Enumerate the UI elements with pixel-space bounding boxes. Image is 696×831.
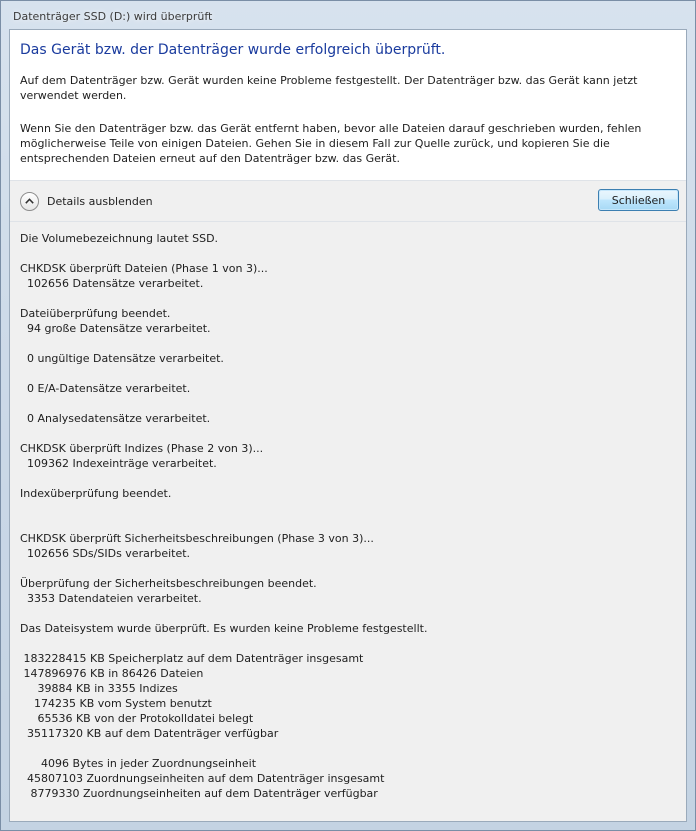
- chevron-up-icon[interactable]: [20, 192, 39, 211]
- controls-bar: [10, 181, 686, 221]
- chkdsk-log: Die Volumebezeichnung lautet SSD. CHKDSK überprüft Dateien (Phase 1 von 3)... 102656 Datensätze verarbeitet. Dateiüberprüfung beendet. 94 große Datensätze verarbeitet. 0 ungültige Datensätze verarbeitet. 0 E/A-Datensätze verarbeitet. 0 Analysedatensätze verarbeitet. CHKDSK überprüft Indizes (Phase 2 von 3)... 109362 Indexeinträge verarbeitet. Indexüberprüfung beendet. CHKDSK überprüft Sicherheitsbeschreibungen (Phase 3 von 3)... 102656 SDs/SIDs verarbeitet. Überprüfung der Sicherheitsbeschreibungen beendet. 3353 Datendateien verarbeitet. Das Dateisystem wurde überprüft. Es wurden keine Probleme festgestellt. 183228415 KB Speicherplatz auf dem Datenträger insgesamt 147896976 KB in 86426 Dateien 39884 KB in 3355 Indizes 174235 KB vom System benutzt 65536 KB von der Protokolldatei belegt 35117320 KB auf dem Datenträger verfügbar 4096 Bytes in jeder Zuordnungseinheit 45807103 Zuordnungseinheiten auf dem Datenträger insgesamt 8779330 Zuordnungseinheiten auf dem Datenträger verfügbar: [20, 232, 428, 800]
- details-toggle[interactable]: [20, 190, 153, 212]
- dialog-header: [10, 30, 686, 181]
- dialog-content: [9, 29, 687, 822]
- details-toggle-label[interactable]: Details ausblenden: [47, 194, 153, 208]
- main-instruction: Das Gerät bzw. der Datenträger wurde erfolgreich überprüft.: [20, 42, 446, 58]
- removal-warning: Wenn Sie den Datenträger bzw. das Gerät entfernt haben, bevor alle Dateien darauf geschrieben wurden, fehlen möglicherweise Teile von einigen Dateien. Gehen Sie in diesem Fall zur Quelle zurück, und kopieren Sie die entsprechenden Dateien erneut auf den Datenträger bzw. das Gerät.: [20, 122, 642, 165]
- close-button[interactable]: Schließen: [598, 189, 679, 211]
- result-message: Auf dem Datenträger bzw. Gerät wurden keine Probleme festgestellt. Der Datenträger bzw. das Gerät kann jetzt verwendet werden.: [20, 74, 638, 102]
- details-panel: [10, 222, 686, 821]
- window-title: Datenträger SSD (D:) wird überprüft: [13, 10, 213, 23]
- title-bar[interactable]: [1, 1, 695, 29]
